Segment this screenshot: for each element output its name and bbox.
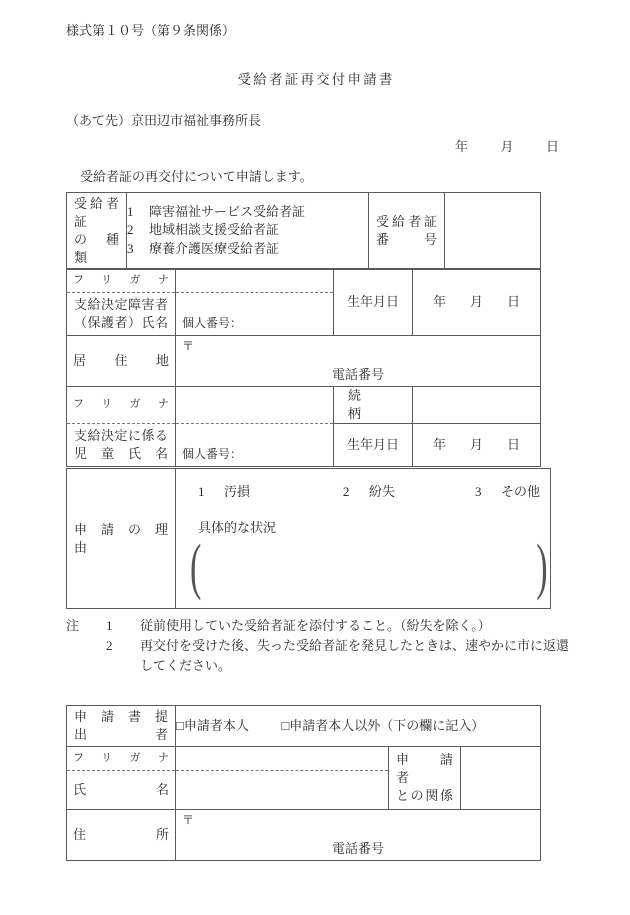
submitter-name-field[interactable] bbox=[176, 770, 389, 809]
notes-section bbox=[66, 616, 586, 676]
bracket-right-icon: ) bbox=[536, 533, 548, 601]
note-continuation: してください。 bbox=[140, 658, 232, 674]
submitter-relation-label: 申 請 者 との関係 bbox=[389, 746, 461, 809]
table-row bbox=[67, 746, 541, 770]
form-number: 様式第１０号（第９条関係） bbox=[66, 23, 236, 38]
note-item: 注 1 従前使用していた受給者証を添付すること。（紛失を除く。） bbox=[66, 616, 586, 636]
applicant-name-label: 支給決定障害者 （保護者）氏名 bbox=[67, 293, 176, 336]
child-name-label: 支給決定に係る 児 童 氏 名 bbox=[67, 423, 176, 466]
reason-option-1[interactable]: 1 汚損 bbox=[198, 484, 251, 499]
submitter-furigana-field[interactable] bbox=[176, 746, 389, 770]
type-option-1[interactable]: 1 障害福祉サービス受給者証 bbox=[127, 203, 306, 219]
submitter-table bbox=[66, 705, 541, 861]
residence-label: 居 住 地 bbox=[67, 336, 176, 387]
submitter-name-label: 氏 名 bbox=[67, 770, 176, 809]
table-row bbox=[67, 193, 541, 270]
table-row bbox=[67, 809, 541, 860]
type-option-2[interactable]: 2 地域相談支援受給者証 bbox=[127, 222, 280, 238]
submitter-furigana-label: フリガナ bbox=[67, 746, 176, 770]
reason-detail-field[interactable] bbox=[190, 533, 548, 601]
date-month-label: 月 bbox=[500, 139, 514, 154]
table-row bbox=[67, 706, 541, 747]
child-birth-field[interactable]: 年 月 日 bbox=[413, 423, 541, 466]
date-year-label: 年 bbox=[455, 139, 469, 154]
submitter-label: 申 請 書 提 出 者 bbox=[67, 706, 176, 747]
checkbox-other[interactable]: □申請者本人以外（下の欄に記入） bbox=[281, 717, 485, 733]
child-furigana-label: フリガナ bbox=[67, 387, 176, 424]
reason-option-3[interactable]: 3 その他 bbox=[474, 484, 540, 499]
residence-field[interactable] bbox=[176, 336, 541, 387]
reason-options bbox=[198, 483, 540, 501]
tel-label: 電話番号 bbox=[331, 367, 384, 383]
notes-head-label: 注 bbox=[66, 618, 80, 633]
reason-body bbox=[176, 469, 551, 609]
submission-date-line bbox=[455, 136, 559, 155]
checkbox-self[interactable]: □申請者本人 bbox=[176, 717, 249, 733]
certificate-type-table bbox=[66, 192, 541, 270]
table-row bbox=[67, 387, 541, 424]
table-row bbox=[67, 423, 541, 466]
certificate-number-label: 受給者証 番 号 bbox=[369, 193, 445, 270]
note-item: 2 再交付を受けた後、失った受給者証を発見したときは、速やかに市に返還 bbox=[106, 638, 570, 654]
reason-table bbox=[66, 468, 551, 609]
applicant-birth-label: 生年月日 bbox=[334, 269, 413, 336]
submitter-relation-field[interactable] bbox=[461, 746, 541, 809]
table-row bbox=[67, 336, 541, 387]
child-mynumber-field[interactable]: 個人番号： bbox=[176, 423, 334, 466]
type-option-3[interactable]: 3 療養介護医療受給者証 bbox=[127, 241, 280, 257]
certificate-type-label: 受給者証 の 種 類 bbox=[67, 193, 127, 270]
reason-option-2[interactable]: 2 紛失 bbox=[342, 484, 395, 499]
table-row bbox=[67, 269, 541, 293]
submitter-choice-group bbox=[176, 706, 541, 747]
applicant-furigana-label: フリガナ bbox=[67, 269, 176, 293]
bracket-left-icon: ( bbox=[190, 533, 202, 601]
submitter-address-field[interactable] bbox=[176, 809, 541, 860]
page-title: 受給者証再交付申請書 bbox=[237, 72, 395, 87]
child-birth-label: 生年月日 bbox=[334, 423, 413, 466]
relation-field[interactable] bbox=[413, 387, 541, 424]
intro-sentence: 受給者証の再交付について申請します。 bbox=[80, 169, 313, 184]
applicant-furigana-field[interactable] bbox=[176, 269, 334, 293]
child-furigana-field[interactable] bbox=[176, 387, 334, 424]
certificate-type-options[interactable] bbox=[127, 193, 369, 270]
relation-label: 続 柄 bbox=[334, 387, 413, 424]
tel-label: 電話番号 bbox=[332, 840, 385, 856]
applicant-birth-field[interactable]: 年 月 日 bbox=[413, 269, 541, 336]
applicant-info-table bbox=[66, 268, 541, 467]
postal-mark-icon: 〒 bbox=[182, 339, 195, 353]
addressee-line: （あて先）京田辺市福祉事務所長 bbox=[66, 113, 262, 128]
submitter-address-label: 住 所 bbox=[67, 809, 176, 860]
postal-mark-icon: 〒 bbox=[182, 812, 195, 827]
applicant-mynumber-field[interactable]: 個人番号： bbox=[176, 293, 334, 336]
date-day-label: 日 bbox=[546, 139, 560, 154]
reason-detail-label: 具体的な状況 bbox=[198, 520, 277, 535]
certificate-number-field[interactable] bbox=[445, 193, 541, 270]
reason-label: 申 請 の 理 由 bbox=[67, 469, 176, 609]
table-row bbox=[67, 469, 551, 609]
